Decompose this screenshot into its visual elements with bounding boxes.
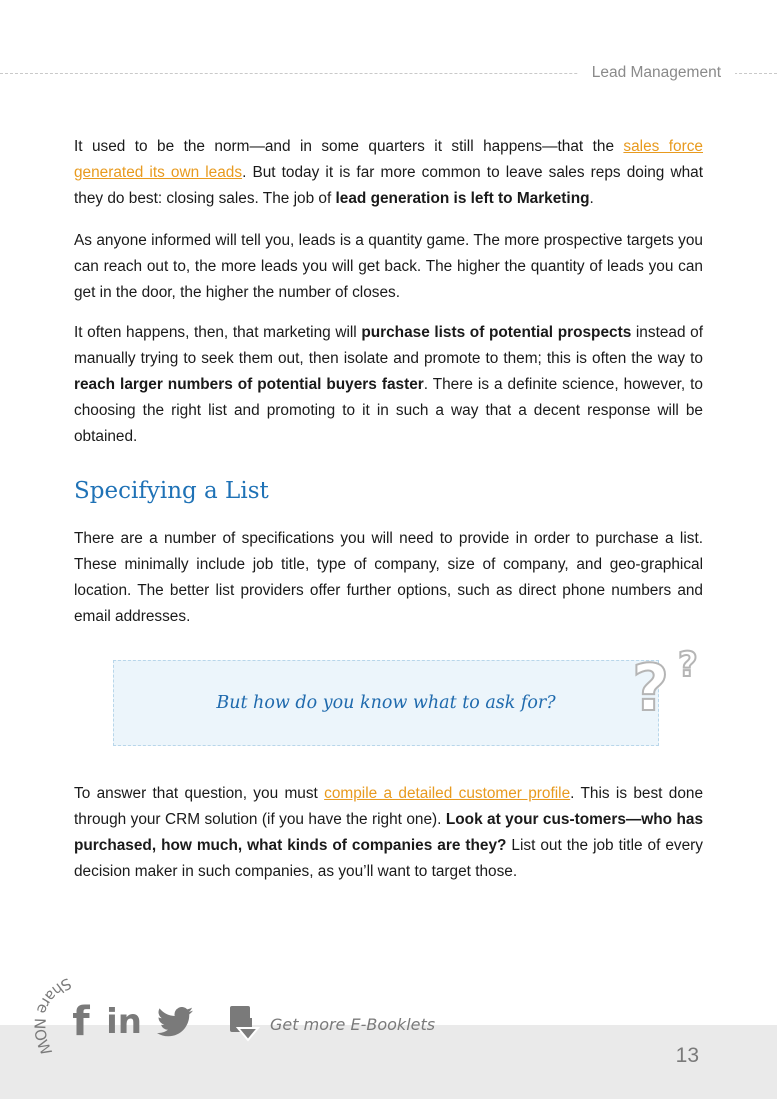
question-marks-icon: [628, 640, 708, 720]
linkedin-icon[interactable]: in: [106, 1002, 142, 1042]
paragraph-4: [74, 526, 703, 630]
p1-bold: lead generation is left to Marketing: [335, 190, 590, 207]
p1-text-c: .: [589, 190, 594, 207]
p1-text-b: . But today it is far more common to leave sales reps doing what they do best: closing sales. The job of: [74, 164, 703, 207]
svg-text:?: ?: [678, 645, 698, 685]
share-now-text: Share NOW: [30, 974, 75, 1060]
running-header: Lead Management: [578, 64, 735, 82]
get-more-ebooklets-link[interactable]: Get more E-Booklets: [270, 1015, 436, 1034]
paragraph-5: [74, 781, 703, 885]
paragraph-1: [74, 134, 703, 212]
p5-text-b: . This is best done through your CRM solution (if you have the right one).: [74, 785, 703, 828]
sales-force-link[interactable]: sales force generated its own leads: [74, 138, 703, 181]
download-icon[interactable]: [228, 1004, 264, 1044]
page-number: 13: [675, 1044, 699, 1067]
callout-box: [113, 660, 659, 746]
p4-text: There are a number of specifications you will need to provide in order to purchase a list. These minimally include job title, type of company, size of company, and geo-graphical location. The better list providers offer further options, such as direct phone numbers and email addresses.: [74, 530, 703, 625]
paragraph-3: [74, 320, 703, 450]
twitter-bird-glyph: [157, 1007, 193, 1037]
callout-text: But how do you know what to ask for?: [216, 693, 556, 713]
p3-text-c: . There is a definite science, however, to choosing the right list and promoting to it in such a way that a decent response will be obtained.: [74, 376, 703, 445]
p3-text-a: It often happens, then, that marketing will: [74, 324, 362, 341]
customer-profile-link[interactable]: compile a detailed customer profile: [324, 785, 571, 802]
svg-text:?: ?: [632, 652, 670, 720]
paragraph-2: [74, 228, 703, 306]
facebook-icon[interactable]: f: [72, 999, 90, 1045]
p2-text: As anyone informed will tell you, leads is a quantity game. The more prospective targets you can reach out to, the more leads you will get back. The higher the quantity of leads you can get in the door, the higher the number of closes.: [74, 232, 703, 301]
p3-bold-a: purchase lists of potential prospects: [361, 324, 632, 341]
twitter-icon[interactable]: [156, 1002, 194, 1042]
section-heading: Specifying a List: [74, 478, 269, 504]
p5-text-a: To answer that question, you must: [74, 785, 325, 802]
p1-text-a: It used to be the norm—and in some quarters it still happens—that the: [74, 138, 624, 155]
p5-bold: Look at your cus-tomers—who has purchased, how much, what kinds of companies are they?: [74, 811, 704, 854]
p3-bold-b: reach larger numbers of potential buyers faster: [74, 376, 424, 393]
p5-text-c: List out the job title of every decision maker in such companies, as you’ll want to target those.: [74, 837, 703, 880]
p3-text-b: instead of manually trying to seek them out, then isolate and promote to them; this is often the way to: [74, 324, 703, 367]
